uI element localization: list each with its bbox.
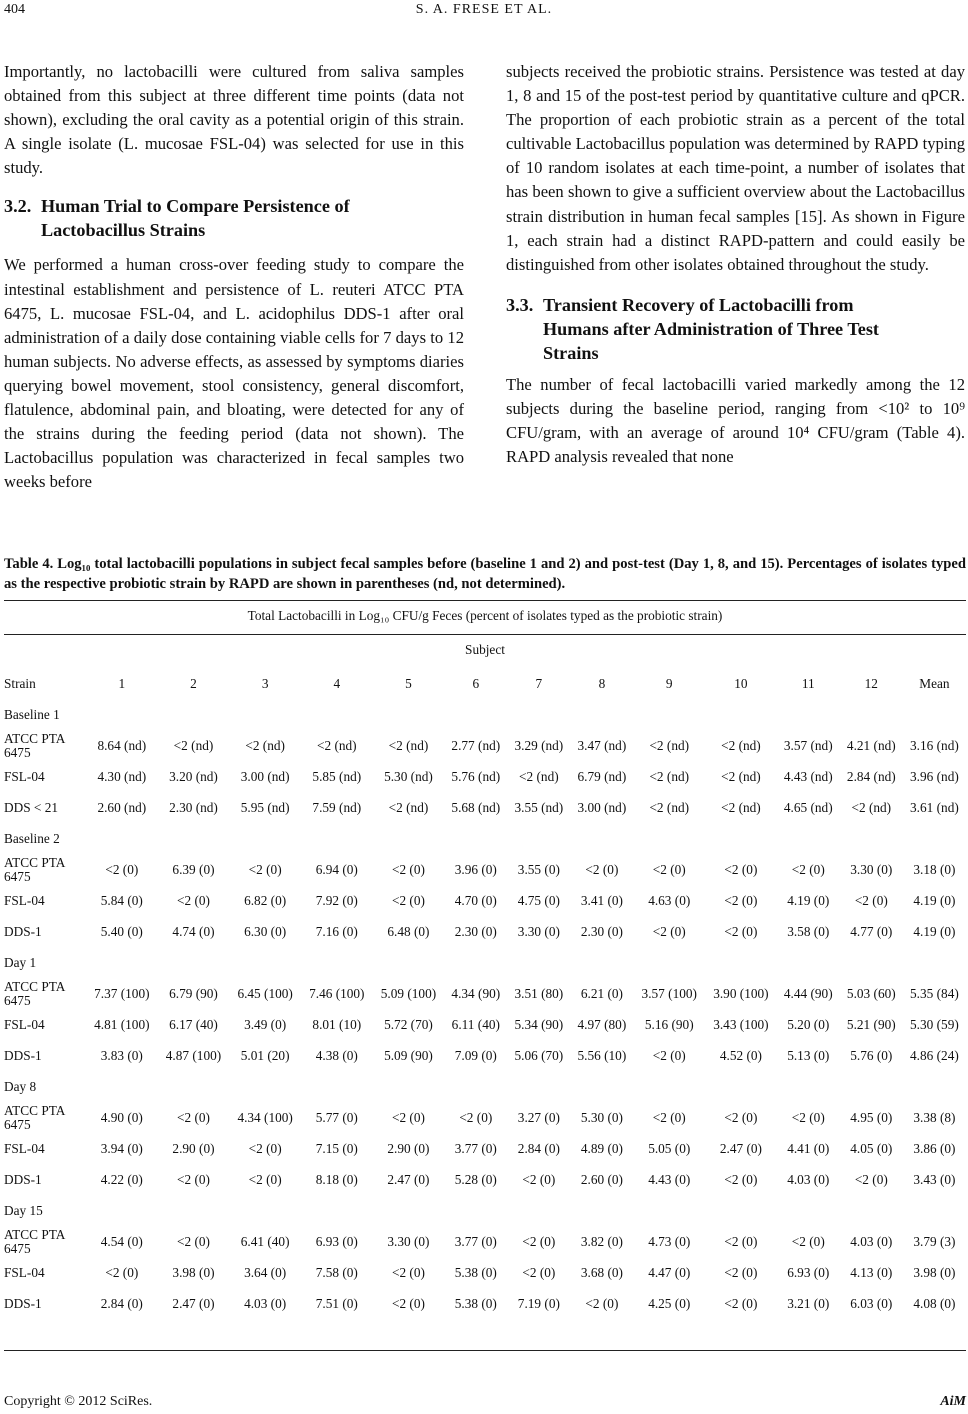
column-header: 9 bbox=[665, 675, 673, 691]
value-cell: <2 (nd) bbox=[245, 737, 285, 753]
value-cell: 2.47 (0) bbox=[172, 1295, 215, 1311]
table-bottom-rule bbox=[4, 1350, 966, 1351]
value-cell: 3.90 (100) bbox=[713, 985, 769, 1001]
value-cell: 4.75 (0) bbox=[517, 892, 560, 908]
right-paragraph-1: subjects received the probiotic strains. Persistence was tested at day 1, 8 and 15 of the post-test period by quantitative culture and qPCR. The proportion of each probiotic strain as a percent of the total cultivable Lactobacillus population was determined by RAPD typing of 10 random isolates at each time-point, a number of isolates that has been shown to give a sufficient overview about the Lactobacillus strain distribution in human fecal samples [15]. As shown in Figure 1, each strain had a distinct RAPD-pattern and could easily be distinguished from other isolates obtained throughout the study. bbox=[506, 62, 965, 274]
value-cell: 4.86 (24) bbox=[910, 1047, 959, 1063]
value-cell: 6.93 (0) bbox=[315, 1233, 358, 1249]
column-header-row bbox=[4, 668, 966, 699]
value-cell: 7.37 (100) bbox=[94, 985, 150, 1001]
column-header: Mean bbox=[919, 675, 950, 691]
value-cell: 5.85 (nd) bbox=[312, 768, 362, 784]
value-cell: 4.38 (0) bbox=[315, 1047, 358, 1063]
value-cell: 7.92 (0) bbox=[315, 892, 358, 908]
section-number: 3.2. bbox=[4, 196, 32, 217]
value-cell: 3.57 (100) bbox=[641, 985, 697, 1001]
value-cell: 4.19 (0) bbox=[913, 892, 956, 908]
value-cell: 3.30 (0) bbox=[387, 1233, 430, 1249]
column-header: 10 bbox=[734, 675, 748, 691]
value-cell: <2 (0) bbox=[176, 892, 210, 908]
value-cell: 3.96 (nd) bbox=[910, 768, 959, 784]
value-cell: 6.79 (nd) bbox=[577, 768, 627, 784]
strain-cell: DDS-1 bbox=[4, 1047, 42, 1063]
value-cell: <2 (0) bbox=[652, 923, 686, 939]
value-cell: 6.39 (0) bbox=[172, 861, 215, 877]
value-cell: 3.96 (0) bbox=[454, 861, 497, 877]
value-cell: 7.51 (0) bbox=[315, 1295, 358, 1311]
value-cell: <2 (nd) bbox=[649, 737, 690, 753]
value-cell: 3.30 (0) bbox=[517, 923, 560, 939]
column-header: 4 bbox=[333, 675, 341, 691]
value-cell: 3.20 (nd) bbox=[169, 768, 218, 784]
value-cell: <2 (0) bbox=[248, 1171, 282, 1187]
value-cell: 3.29 (nd) bbox=[514, 737, 564, 753]
value-cell: 6.48 (0) bbox=[387, 923, 430, 939]
table-row bbox=[4, 1009, 966, 1040]
value-cell: 4.08 (0) bbox=[913, 1295, 956, 1311]
column-header: 5 bbox=[405, 675, 412, 691]
value-cell: <2 (0) bbox=[522, 1171, 556, 1187]
section-3-3-heading bbox=[506, 293, 965, 365]
value-cell: 3.00 (nd) bbox=[577, 799, 627, 815]
table-row bbox=[4, 854, 966, 885]
value-cell: <2 (0) bbox=[391, 1109, 425, 1125]
value-cell: 3.55 (nd) bbox=[514, 799, 564, 815]
value-cell: 3.47 (nd) bbox=[577, 737, 627, 753]
right-column bbox=[506, 60, 965, 469]
value-cell: 3.98 (0) bbox=[913, 1264, 956, 1280]
value-cell: 5.01 (20) bbox=[240, 1047, 290, 1063]
table-row bbox=[4, 1226, 966, 1257]
page-header bbox=[0, 0, 968, 22]
value-cell: 4.13 (0) bbox=[850, 1264, 893, 1280]
value-cell: 6.17 (40) bbox=[169, 1016, 218, 1032]
value-cell: <2 (0) bbox=[391, 892, 425, 908]
strain-cell: DDS-1 bbox=[4, 923, 42, 939]
table-row bbox=[4, 1102, 966, 1133]
value-cell: 6.21 (0) bbox=[580, 985, 623, 1001]
group-label: Baseline 2 bbox=[4, 830, 60, 846]
left-paragraph-1: Importantly, no lactobacilli were cultured from saliva samples obtained from this subject at three different time points (data not shown), excluding the oral cavity as a potential origin of this strain. A single isolate (L. mucosae FSL-04) was selected for use in this study. bbox=[4, 62, 464, 178]
value-cell: 5.16 (90) bbox=[644, 1016, 694, 1032]
strain-cell: ATCC PTA 6475 bbox=[4, 1226, 65, 1256]
group-label-row bbox=[4, 823, 966, 854]
value-cell: 6.94 (0) bbox=[315, 861, 358, 877]
table-row bbox=[4, 1133, 966, 1164]
value-cell: 2.47 (0) bbox=[387, 1171, 430, 1187]
value-cell: 4.65 (nd) bbox=[783, 799, 833, 815]
value-cell: 3.18 (0) bbox=[913, 861, 956, 877]
value-cell: <2 (0) bbox=[854, 892, 888, 908]
strain-cell: DDS < 21 bbox=[4, 799, 59, 815]
value-cell: 6.82 (0) bbox=[244, 892, 287, 908]
value-cell: 3.51 (80) bbox=[514, 985, 564, 1001]
page-number: 404 bbox=[4, 2, 25, 17]
column-header: 1 bbox=[118, 675, 126, 691]
value-cell: 5.76 (nd) bbox=[451, 768, 501, 784]
value-cell: 5.30 (59) bbox=[910, 1016, 959, 1032]
value-cell: 4.43 (nd) bbox=[783, 768, 833, 784]
value-cell: 3.86 (0) bbox=[913, 1140, 956, 1156]
value-cell: 4.03 (0) bbox=[787, 1171, 830, 1187]
value-cell: <2 (0) bbox=[652, 1047, 686, 1063]
value-cell: 5.40 (0) bbox=[100, 923, 143, 939]
value-cell: 5.38 (0) bbox=[454, 1295, 497, 1311]
value-cell: 2.84 (0) bbox=[100, 1295, 143, 1311]
value-cell: 4.54 (0) bbox=[100, 1233, 143, 1249]
table-body bbox=[4, 668, 966, 1319]
value-cell: <2 (0) bbox=[105, 1264, 139, 1280]
value-cell: 3.55 (0) bbox=[517, 861, 560, 877]
group-label-row bbox=[4, 947, 966, 978]
value-cell: 3.43 (100) bbox=[713, 1016, 769, 1032]
value-cell: 5.05 (0) bbox=[648, 1140, 691, 1156]
value-cell: <2 (nd) bbox=[316, 737, 357, 753]
value-cell: 2.90 (0) bbox=[172, 1140, 215, 1156]
value-cell: 4.34 (100) bbox=[237, 1109, 293, 1125]
section-title-line: Humans after Administration of Three Test bbox=[543, 318, 879, 339]
value-cell: 2.47 (0) bbox=[719, 1140, 762, 1156]
value-cell: <2 (0) bbox=[724, 923, 758, 939]
value-cell: 7.16 (0) bbox=[315, 923, 358, 939]
value-cell: 7.58 (0) bbox=[315, 1264, 358, 1280]
value-cell: 3.82 (0) bbox=[580, 1233, 623, 1249]
value-cell: 3.00 (nd) bbox=[240, 768, 290, 784]
value-cell: 8.64 (nd) bbox=[97, 737, 147, 753]
value-cell: 8.18 (0) bbox=[315, 1171, 358, 1187]
value-cell: 3.16 (nd) bbox=[910, 737, 959, 753]
left-column bbox=[4, 60, 464, 494]
value-cell: 6.93 (0) bbox=[787, 1264, 830, 1280]
value-cell: <2 (0) bbox=[585, 1295, 619, 1311]
value-cell: <2 (0) bbox=[522, 1264, 556, 1280]
value-cell: <2 (nd) bbox=[721, 737, 761, 753]
running-title: S. A. FRESE ET AL. bbox=[415, 2, 553, 17]
value-cell: 3.43 (0) bbox=[913, 1171, 956, 1187]
strain-cell: ATCC PTA 6475 bbox=[4, 854, 65, 884]
value-cell: <2 (0) bbox=[391, 1264, 425, 1280]
value-cell: 5.09 (90) bbox=[384, 1047, 433, 1063]
journal-abbrev: AiM bbox=[940, 1394, 966, 1409]
value-cell: 4.73 (0) bbox=[648, 1233, 691, 1249]
table-caption: Table 4. Log₁₀ total lactobacilli populations in subject fecal samples before (baseline 1 and 2) and post-test (Day 1, 8, and 15). Percentages of isolates typed as the respective probiotic strain by RAPD are shown in parentheses (nd, not determined). bbox=[4, 556, 966, 592]
left-paragraph-2: We performed a human cross-over feeding study to compare the intestinal establishment and persistence of L. reuteri ATCC PTA 6475, L. mucosae FSL-04, and L. acidophilus DDS-1 after oral administration of a daily dose containing viable cells for 7 days to 12 human subjects. No adverse effects, as assessed by symptoms diaries querying bowel movement, stool consistency, general discomfort, flatulence, abdominal pain, and bloating, were detected for any of the strains during the feeding period (data not shown). The Lactobacillus population was characterized in fecal samples two weeks before bbox=[4, 255, 464, 492]
value-cell: 2.60 (0) bbox=[580, 1171, 623, 1187]
group-label: Day 8 bbox=[4, 1078, 37, 1094]
value-cell: <2 (0) bbox=[248, 1140, 282, 1156]
value-cell: 3.64 (0) bbox=[244, 1264, 287, 1280]
value-cell: <2 (0) bbox=[652, 861, 686, 877]
value-cell: <2 (nd) bbox=[388, 799, 429, 815]
page-footer bbox=[4, 1394, 966, 1410]
value-cell: <2 (0) bbox=[724, 1233, 758, 1249]
table-row bbox=[4, 1164, 966, 1195]
value-cell: <2 (0) bbox=[459, 1109, 493, 1125]
column-header: 7 bbox=[535, 675, 543, 691]
value-cell: <2 (nd) bbox=[721, 768, 761, 784]
column-header: 3 bbox=[261, 675, 269, 691]
value-cell: 4.77 (0) bbox=[850, 923, 893, 939]
strain-cell: DDS-1 bbox=[4, 1295, 42, 1311]
value-cell: 5.30 (nd) bbox=[384, 768, 433, 784]
value-cell: 5.30 (0) bbox=[580, 1109, 623, 1125]
value-cell: 5.35 (84) bbox=[910, 985, 959, 1001]
value-cell: 6.30 (0) bbox=[244, 923, 287, 939]
value-cell: 4.95 (0) bbox=[850, 1109, 893, 1125]
value-cell: 2.90 (0) bbox=[387, 1140, 430, 1156]
value-cell: <2 (nd) bbox=[173, 737, 214, 753]
value-cell: 3.83 (0) bbox=[100, 1047, 143, 1063]
value-cell: <2 (nd) bbox=[721, 799, 761, 815]
table-row bbox=[4, 792, 966, 823]
value-cell: 5.95 (nd) bbox=[240, 799, 290, 815]
value-cell: 4.89 (0) bbox=[580, 1140, 623, 1156]
strain-cell: FSL-04 bbox=[4, 1016, 45, 1032]
value-cell: <2 (0) bbox=[724, 1171, 758, 1187]
strain-cell: ATCC PTA 6475 bbox=[4, 730, 65, 760]
value-cell: 3.77 (0) bbox=[454, 1140, 497, 1156]
value-cell: 2.30 (0) bbox=[580, 923, 623, 939]
value-cell: 3.41 (0) bbox=[580, 892, 623, 908]
table-row bbox=[4, 885, 966, 916]
group-label: Day 1 bbox=[4, 954, 37, 970]
value-cell: 5.56 (10) bbox=[577, 1047, 627, 1063]
group-label: Day 15 bbox=[4, 1202, 43, 1218]
value-cell: 5.03 (60) bbox=[846, 985, 896, 1001]
value-cell: 4.19 (0) bbox=[913, 923, 956, 939]
value-cell: 4.70 (0) bbox=[454, 892, 497, 908]
column-header: 8 bbox=[598, 675, 606, 691]
value-cell: 3.30 (0) bbox=[850, 861, 893, 877]
value-cell: <2 (0) bbox=[854, 1171, 888, 1187]
value-cell: 7.19 (0) bbox=[517, 1295, 560, 1311]
group-label: Baseline 1 bbox=[4, 706, 60, 722]
value-cell: 6.79 (90) bbox=[169, 985, 218, 1001]
value-cell: 3.21 (0) bbox=[787, 1295, 830, 1311]
value-cell: 4.47 (0) bbox=[648, 1264, 691, 1280]
value-cell: 5.09 (100) bbox=[380, 985, 437, 1001]
value-cell: 2.60 (nd) bbox=[97, 799, 147, 815]
value-cell: 2.77 (nd) bbox=[451, 737, 501, 753]
value-cell: 5.84 (0) bbox=[100, 892, 143, 908]
value-cell: 8.01 (10) bbox=[312, 1016, 362, 1032]
table-row bbox=[4, 1040, 966, 1071]
table-row bbox=[4, 1257, 966, 1288]
section-title-line: Human Trial to Compare Persistence of bbox=[41, 196, 350, 217]
table-row bbox=[4, 730, 966, 761]
value-cell: 7.46 (100) bbox=[309, 985, 365, 1001]
table-row bbox=[4, 1288, 966, 1319]
value-cell: 6.11 (40) bbox=[451, 1016, 500, 1032]
value-cell: 5.34 (90) bbox=[514, 1016, 564, 1032]
value-cell: <2 (0) bbox=[391, 861, 425, 877]
value-cell: <2 (0) bbox=[791, 1233, 825, 1249]
value-cell: 3.98 (0) bbox=[172, 1264, 215, 1280]
value-cell: 7.59 (nd) bbox=[312, 799, 362, 815]
value-cell: 7.15 (0) bbox=[315, 1140, 358, 1156]
table-row bbox=[4, 916, 966, 947]
group-label-row bbox=[4, 699, 966, 730]
value-cell: 6.03 (0) bbox=[850, 1295, 893, 1311]
value-cell: <2 (nd) bbox=[649, 799, 690, 815]
value-cell: 2.84 (0) bbox=[517, 1140, 560, 1156]
table-top-rule bbox=[4, 600, 966, 601]
value-cell: 5.38 (0) bbox=[454, 1264, 497, 1280]
table-row bbox=[4, 978, 966, 1009]
value-cell: 5.21 (90) bbox=[846, 1016, 896, 1032]
table-header-rule bbox=[4, 634, 966, 635]
value-cell: <2 (nd) bbox=[851, 799, 892, 815]
value-cell: 3.61 (nd) bbox=[910, 799, 959, 815]
value-cell: 3.94 (0) bbox=[100, 1140, 143, 1156]
value-cell: <2 (0) bbox=[724, 892, 758, 908]
value-cell: 3.77 (0) bbox=[454, 1233, 497, 1249]
group-label-row bbox=[4, 1195, 966, 1226]
value-cell: 5.76 (0) bbox=[850, 1047, 893, 1063]
value-cell: <2 (nd) bbox=[519, 768, 559, 784]
value-cell: 3.68 (0) bbox=[580, 1264, 623, 1280]
value-cell: 2.30 (nd) bbox=[169, 799, 218, 815]
value-cell: 4.30 (nd) bbox=[97, 768, 147, 784]
value-cell: 5.28 (0) bbox=[454, 1171, 497, 1187]
value-cell: 4.87 (100) bbox=[165, 1047, 222, 1063]
table-super-header: Total Lactobacilli in Log₁₀ CFU/g Feces (percent of isolates typed as the probiotic strain) bbox=[247, 608, 723, 623]
value-cell: 4.21 (nd) bbox=[846, 737, 896, 753]
value-cell: 4.41 (0) bbox=[787, 1140, 830, 1156]
strain-cell: FSL-04 bbox=[4, 892, 45, 908]
right-paragraph-2: The number of fecal lactobacilli varied markedly among the 12 subjects during the baseline period, ranging from <10² to 10⁹ CFU/gram, with an average of around 10⁴ CFU/gram (Table 4). RAPD analysis revealed that none bbox=[506, 374, 965, 467]
section-title-line: Transient Recovery of Lactobacilli from bbox=[543, 294, 854, 315]
column-header: 6 bbox=[472, 675, 480, 691]
column-header: 12 bbox=[864, 675, 878, 691]
value-cell: 4.90 (0) bbox=[100, 1109, 143, 1125]
value-cell: <2 (0) bbox=[724, 861, 758, 877]
strain-cell: ATCC PTA 6475 bbox=[4, 1102, 65, 1132]
value-cell: <2 (0) bbox=[585, 861, 619, 877]
value-cell: 3.27 (0) bbox=[517, 1109, 560, 1125]
value-cell: 5.68 (nd) bbox=[451, 799, 501, 815]
value-cell: 4.34 (90) bbox=[451, 985, 501, 1001]
value-cell: 4.81 (100) bbox=[94, 1016, 150, 1032]
value-cell: 4.05 (0) bbox=[850, 1140, 893, 1156]
strain-cell: FSL-04 bbox=[4, 768, 45, 784]
value-cell: 3.58 (0) bbox=[787, 923, 830, 939]
value-cell: 4.97 (80) bbox=[577, 1016, 627, 1032]
value-cell: 2.84 (nd) bbox=[846, 768, 896, 784]
value-cell: 3.49 (0) bbox=[244, 1016, 287, 1032]
group-label-row bbox=[4, 1071, 966, 1102]
column-header: 2 bbox=[190, 675, 197, 691]
value-cell: 4.19 (0) bbox=[787, 892, 830, 908]
value-cell: <2 (nd) bbox=[649, 768, 690, 784]
value-cell: 4.44 (90) bbox=[783, 985, 833, 1001]
value-cell: <2 (0) bbox=[724, 1295, 758, 1311]
table-row bbox=[4, 761, 966, 792]
value-cell: <2 (0) bbox=[248, 861, 282, 877]
value-cell: 6.45 (100) bbox=[237, 985, 293, 1001]
value-cell: <2 (0) bbox=[522, 1233, 556, 1249]
value-cell: 3.57 (nd) bbox=[783, 737, 833, 753]
section-title-line: Strains bbox=[543, 342, 599, 363]
value-cell: 5.77 (0) bbox=[315, 1109, 358, 1125]
value-cell: <2 (0) bbox=[176, 1171, 210, 1187]
value-cell: <2 (0) bbox=[791, 861, 825, 877]
value-cell: <2 (nd) bbox=[388, 737, 429, 753]
value-cell: <2 (0) bbox=[791, 1109, 825, 1125]
value-cell: <2 (0) bbox=[105, 861, 139, 877]
table-rows bbox=[4, 699, 966, 1319]
strain-cell: FSL-04 bbox=[4, 1140, 45, 1156]
column-header: Strain bbox=[4, 675, 36, 691]
value-cell: 4.74 (0) bbox=[172, 923, 215, 939]
value-cell: 4.22 (0) bbox=[100, 1171, 143, 1187]
value-cell: <2 (0) bbox=[176, 1233, 210, 1249]
value-cell: 4.52 (0) bbox=[719, 1047, 762, 1063]
column-header: 11 bbox=[801, 675, 815, 691]
value-cell: 4.43 (0) bbox=[648, 1171, 691, 1187]
value-cell: 4.63 (0) bbox=[648, 892, 691, 908]
value-cell: 4.03 (0) bbox=[850, 1233, 893, 1249]
value-cell: 5.72 (70) bbox=[384, 1016, 433, 1032]
value-cell: <2 (0) bbox=[724, 1264, 758, 1280]
strain-cell: FSL-04 bbox=[4, 1264, 45, 1280]
value-cell: 4.03 (0) bbox=[244, 1295, 287, 1311]
value-cell: 3.38 (8) bbox=[913, 1109, 956, 1125]
value-cell: <2 (0) bbox=[391, 1295, 425, 1311]
copyright-text: Copyright © 2012 SciRes. bbox=[4, 1394, 153, 1409]
value-cell: 5.20 (0) bbox=[787, 1016, 830, 1032]
value-cell: 6.41 (40) bbox=[240, 1233, 290, 1249]
strain-cell: DDS-1 bbox=[4, 1171, 42, 1187]
value-cell: <2 (0) bbox=[724, 1109, 758, 1125]
value-cell: 7.09 (0) bbox=[454, 1047, 497, 1063]
section-3-2-heading bbox=[4, 194, 464, 242]
value-cell: <2 (0) bbox=[652, 1109, 686, 1125]
value-cell: <2 (0) bbox=[176, 1109, 210, 1125]
value-cell: 4.25 (0) bbox=[648, 1295, 691, 1311]
value-cell: 2.30 (0) bbox=[454, 923, 497, 939]
subject-header: Subject bbox=[465, 642, 505, 657]
value-cell: 5.13 (0) bbox=[787, 1047, 830, 1063]
value-cell: 5.06 (70) bbox=[514, 1047, 564, 1063]
section-title-line: Lactobacillus Strains bbox=[41, 220, 206, 241]
value-cell: 3.79 (3) bbox=[913, 1233, 956, 1249]
section-number: 3.3. bbox=[506, 294, 534, 315]
strain-cell: ATCC PTA 6475 bbox=[4, 978, 65, 1008]
